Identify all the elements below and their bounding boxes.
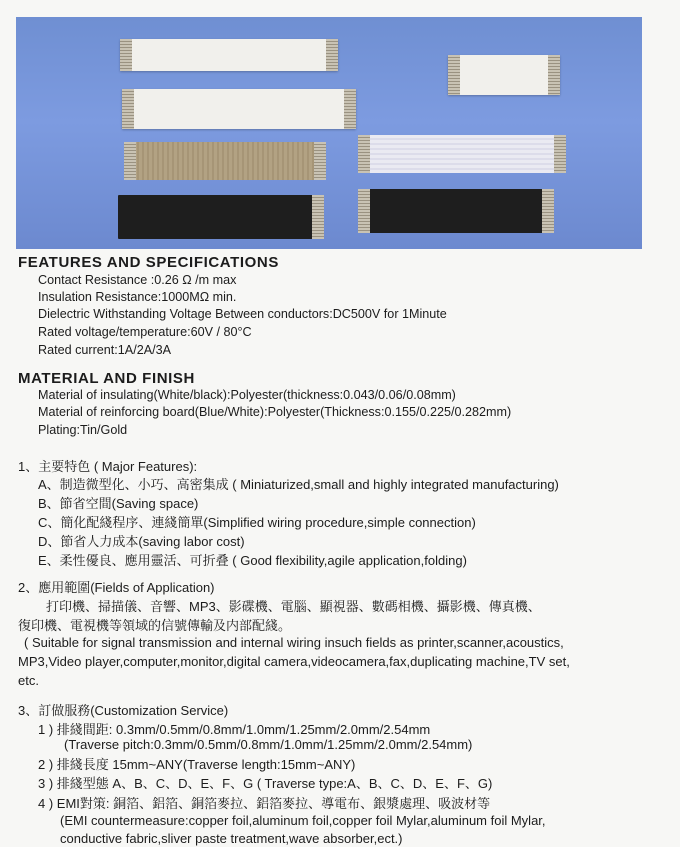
application-en-line: etc. xyxy=(18,673,39,688)
flat-cable-white-1 xyxy=(120,39,338,71)
custom-heading: 3、訂做服務(Customization Service) xyxy=(18,703,229,718)
application-cn-line: 復印機、電視機等領域的信號傳輸及内部配綫。 xyxy=(18,618,292,633)
major-features-heading: 1、主要特色 ( Major Features): xyxy=(18,459,198,474)
flat-cable-tan xyxy=(124,142,326,180)
features-item: Dielectric Withstanding Voltage Between conductors:DC500V for 1Minute xyxy=(38,307,447,321)
flat-cable-white-4 xyxy=(358,135,566,173)
flat-cable-white-3 xyxy=(122,89,356,129)
custom-emi: 4 ) EMI對策: 銅箔、鋁箔、銅箔麥拉、鋁箔麥拉、導電布、銀漿處理、吸波材等 xyxy=(38,796,491,811)
custom-pitch: 1 ) 排綫間距: 0.3mm/0.5mm/0.8mm/1.0mm/1.25mm/2.0mm/2.54mm xyxy=(38,722,431,737)
material-item: Material of insulating(White/black):Polyester(thickness:0.043/0.06/0.08mm) xyxy=(38,388,456,402)
features-item: Contact Resistance :0.26 Ω /m max xyxy=(38,273,237,287)
major-feature-item: C、簡化配綫程序、連綫簡單(Simplified wiring procedure,simple connection) xyxy=(38,515,476,530)
major-feature-item: A、制造微型化、小巧、高密集成 ( Miniaturized,small and highly integrated manufacturing) xyxy=(38,477,559,492)
flat-cable-white-2 xyxy=(448,55,560,95)
custom-length: 2 ) 排綫長度 15mm~ANY(Traverse length:15mm~ANY) xyxy=(38,757,356,772)
features-item: Rated voltage/temperature:60V / 80°C xyxy=(38,325,252,339)
flat-cable-black-2 xyxy=(358,189,554,233)
custom-emi-en: conductive fabric,sliver paste treatment,wave absorber,ect.) xyxy=(60,831,403,846)
flat-cable-black-1 xyxy=(118,195,324,239)
major-feature-item: E、柔性優良、應用靈活、可折叠 ( Good flexibility,agile application,folding) xyxy=(38,553,467,568)
material-item: Plating:Tin/Gold xyxy=(38,423,128,437)
product-photo xyxy=(16,17,642,249)
custom-emi-en: (EMI countermeasure:copper foil,aluminum foil,copper foil Mylar,aluminum foil Mylar, xyxy=(60,813,546,828)
application-en-line: MP3,Video player,computer,monitor,digital camera,videocamera,fax,duplicating machine,TV set, xyxy=(18,654,570,669)
major-feature-item: B、節省空間(Saving space) xyxy=(38,496,199,511)
application-cn-line: 打印機、掃描儀、音響、MP3、影碟機、電腦、顯視器、數碼相機、攝影機、傳真機、 xyxy=(46,599,541,614)
material-title: MATERIAL AND FINISH xyxy=(18,370,195,387)
major-feature-item: D、節省人力成本(saving labor cost) xyxy=(38,534,245,549)
custom-pitch-en: (Traverse pitch:0.3mm/0.5mm/0.8mm/1.0mm/1.25mm/2.0mm/2.54mm) xyxy=(64,737,473,752)
material-item: Material of reinforcing board(Blue/White):Polyester(Thickness:0.155/0.225/0.282mm) xyxy=(38,405,512,419)
features-item: Rated current:1A/2A/3A xyxy=(38,343,172,357)
application-en-line: ( Suitable for signal transmission and internal wiring insuch fields as printer,scanner,acoustics, xyxy=(24,635,564,650)
application-heading: 2、應用範圍(Fields of Application) xyxy=(18,580,215,595)
custom-type: 3 ) 排綫型態 A、B、C、D、E、F、G ( Traverse type:A、B、C、D、E、F、G) xyxy=(38,776,493,791)
features-title: FEATURES AND SPECIFICATIONS xyxy=(18,254,279,271)
features-item: Insulation Resistance:1000MΩ min. xyxy=(38,290,237,304)
